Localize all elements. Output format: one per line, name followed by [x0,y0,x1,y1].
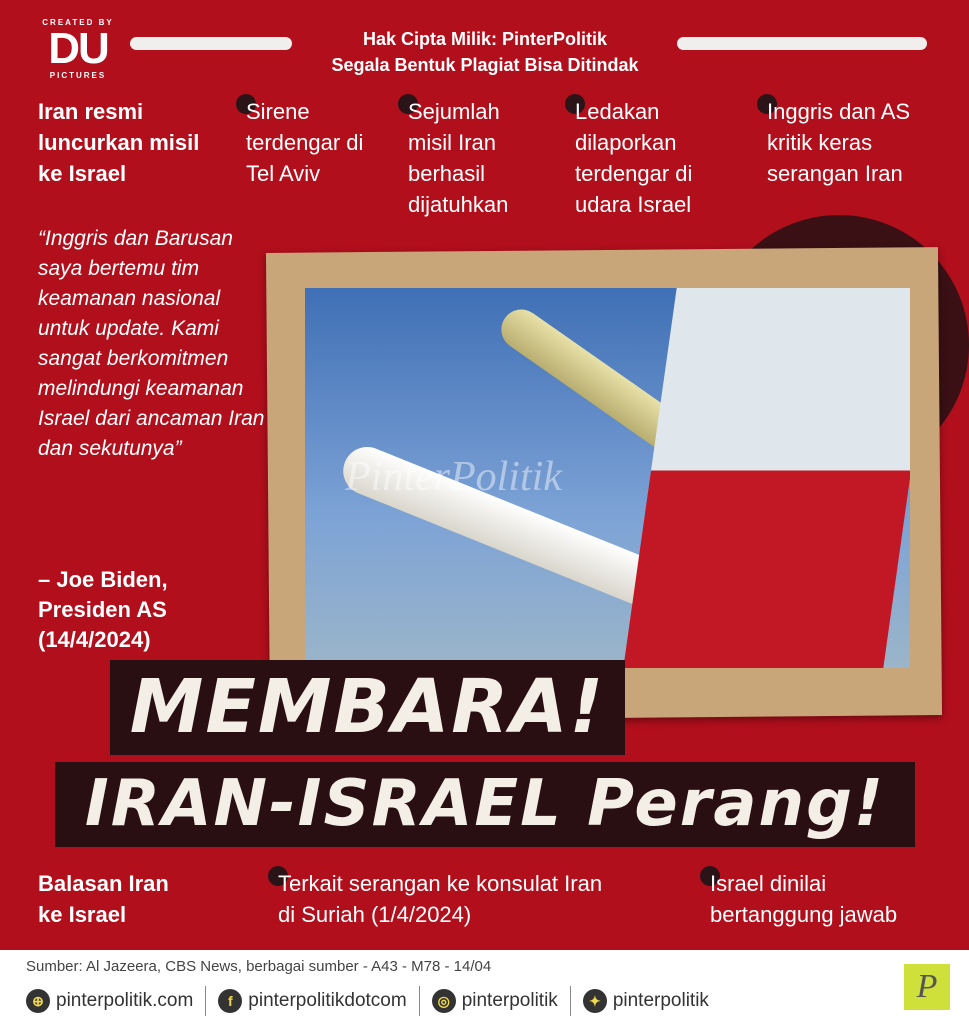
social-twitter[interactable] [583,989,721,1013]
instagram-icon: ◎ [432,989,456,1013]
timeline-item [767,96,947,189]
social-website[interactable] [26,989,205,1013]
bottom-item [278,868,618,930]
timeline-item [408,96,548,220]
item-text: Inggris dan AS kritik keras serangan Iran [767,99,911,186]
timeline-item [38,96,223,189]
timeline-item [575,96,745,220]
attribution-name: – Joe Biden, [38,567,168,592]
decorative-bar-left [130,37,292,50]
decorative-bar-right [677,37,927,50]
item-text: Ledakan dilaporkan terdengar di udara Israel [575,99,693,217]
bottom-item [710,868,940,930]
headline-line2: IRAN-ISRAEL Perang! [55,762,915,847]
bottom-item [38,868,198,930]
social-label: pinterpolitik.com [56,990,194,1011]
divider [570,986,571,1016]
source-text: Sumber: Al Jazeera, CBS News, berbagai sumber - A43 - M78 - 14/04 [26,958,492,975]
social-facebook[interactable] [218,989,418,1013]
social-label: pinterpolitikdotcom [248,990,407,1011]
item-text: Balasan Iran ke Israel [38,871,169,927]
item-text: Sejumlah misil Iran berhasil dijatuhkan [408,99,509,217]
copyright-line2: Segala Bentuk Plagiat Bisa Ditindak [331,55,639,75]
globe-icon: ⊕ [26,989,50,1013]
social-label: pinterpolitik [612,990,709,1011]
logo-mark: DU [48,24,108,73]
social-links [26,986,721,1016]
divider [419,986,420,1016]
footer [0,950,969,1024]
logo-top-text: CREATED BY [42,18,114,27]
timeline-item [246,96,376,189]
watermark: PinterPolitik [345,454,562,500]
missile-photo [305,288,910,668]
copyright-line1: Hak Cipta Milik: PinterPolitik [362,29,608,49]
quote-text: “Inggris dan Barusan saya bertemu tim keamanan nasional untuk update. Kami sangat berkomitmen melindungi keamanan Israel dari ancaman Iran dan sekutunya” [38,227,265,460]
twitter-icon: ✦ [583,989,607,1013]
item-text: Terkait serangan ke konsulat Iran di Suriah (1/4/2024) [278,871,603,927]
quote-attribution [38,565,168,655]
logo-bottom-text: PICTURES [49,71,107,80]
copyright-notice [300,26,670,78]
facebook-icon: f [218,989,242,1013]
social-label: pinterpolitik [461,990,558,1011]
headline-line1: MEMBARA! [110,660,625,755]
pinterpolitik-logo: P [904,964,950,1010]
item-text: Iran resmi luncurkan misil ke Israel [38,99,200,186]
attribution-role: Presiden AS [38,597,167,622]
social-instagram[interactable] [432,989,570,1013]
divider [205,986,206,1016]
du-pictures-logo [38,18,118,80]
item-text: Israel dinilai bertanggung jawab [710,871,898,927]
item-text: Sirene terdengar di Tel Aviv [246,99,364,186]
iran-flag [623,288,910,668]
attribution-date: (14/4/2024) [38,627,151,652]
